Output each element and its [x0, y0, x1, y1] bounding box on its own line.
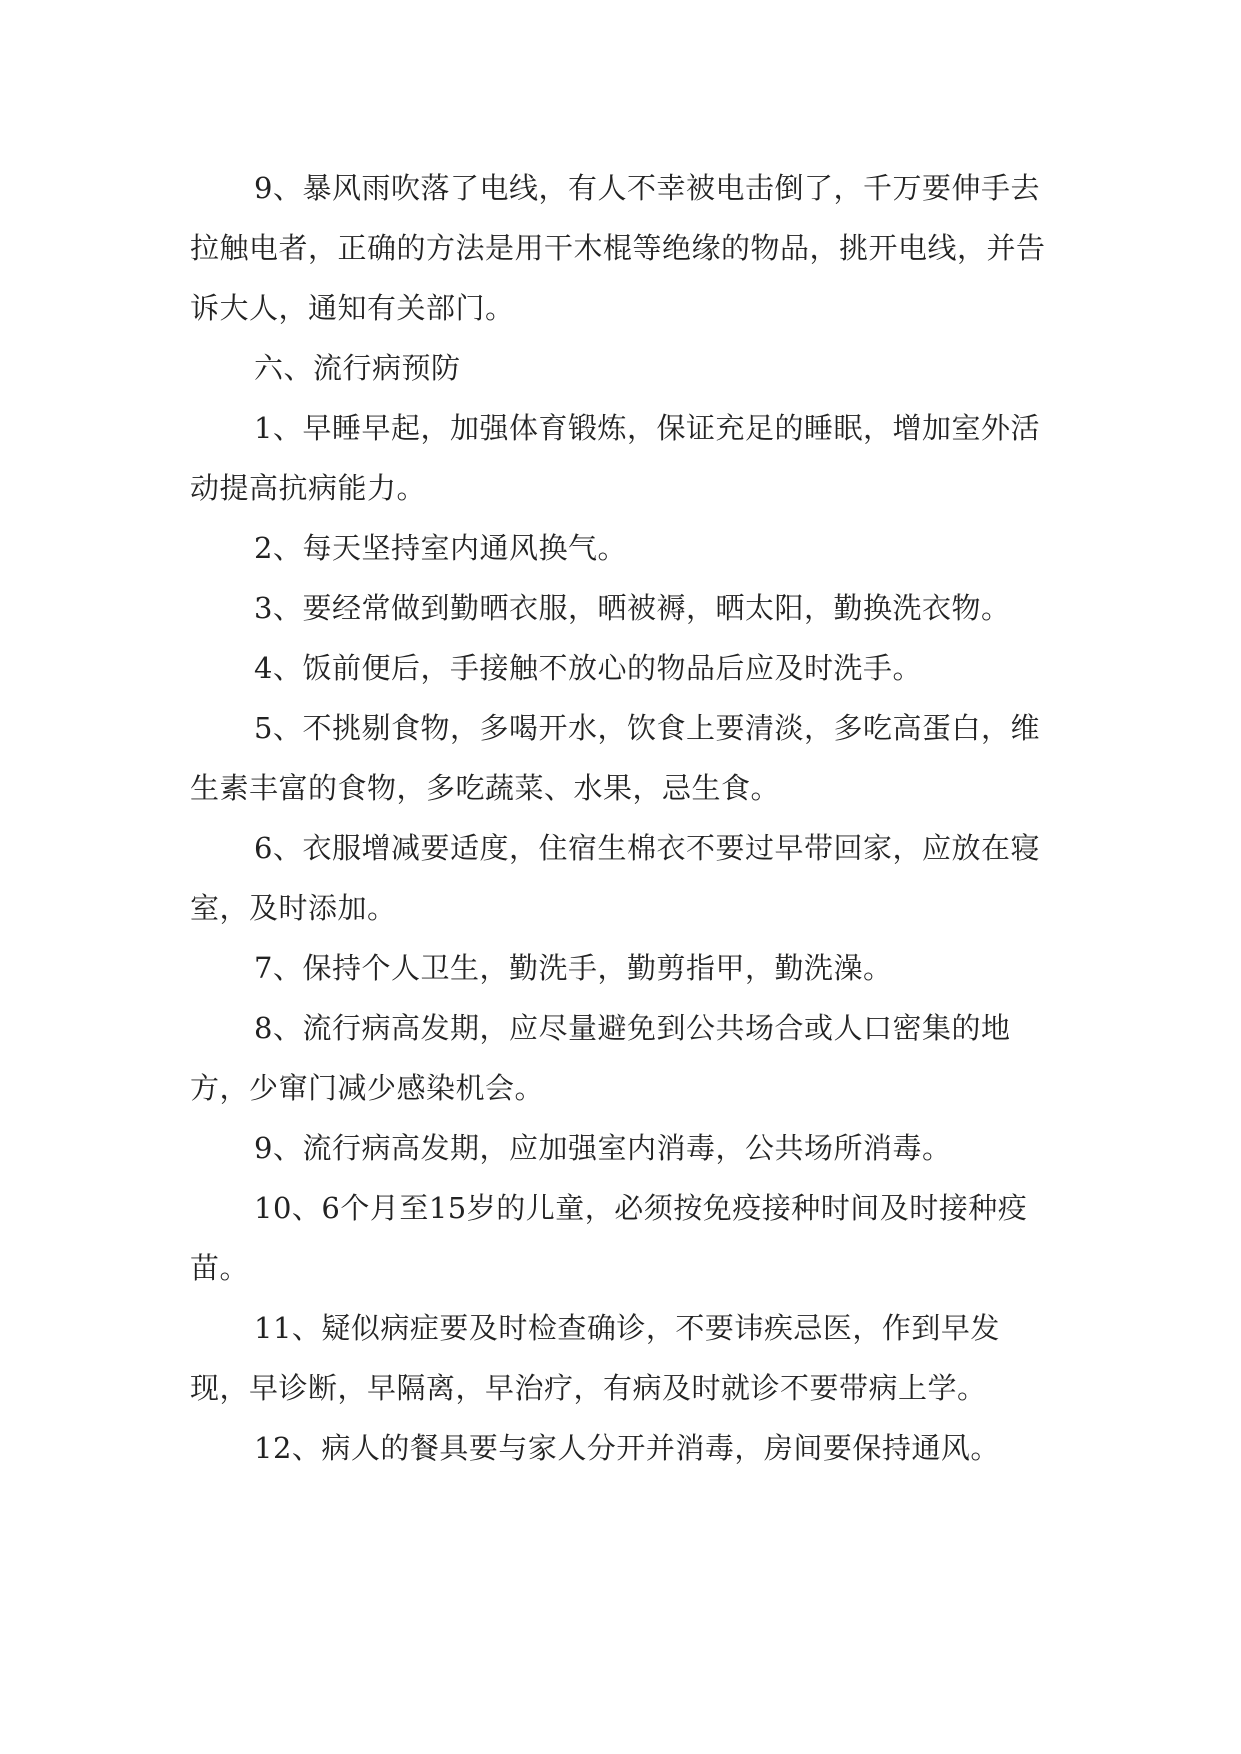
paragraph-item-12: 12、病人的餐具要与家人分开并消毒，房间要保持通风。	[254, 1431, 1000, 1465]
paragraph-item-8: 8、流行病高发期，应尽量避免到公共场合或人口密集的地方，少窜门减少感染机会。	[190, 1011, 1011, 1105]
paragraph-item-3: 3、要经常做到勤晒衣服，晒被褥，晒太阳，勤换洗衣物。	[254, 591, 1011, 625]
paragraph-item-6: 6、衣服增减要适度，住宿生棉衣不要过早带回家，应放在寝室，及时添加。	[190, 831, 1040, 925]
document-body	[190, 158, 1052, 1478]
paragraph-item-9: 9、流行病高发期，应加强室内消毒，公共场所消毒。	[254, 1131, 952, 1165]
paragraph-item-7: 7、保持个人卫生，勤洗手，勤剪指甲，勤洗澡。	[254, 951, 893, 985]
paragraph-item-10: 10、6个月至15岁的儿童，必须按免疫接种时间及时接种疫苗。	[190, 1191, 1028, 1285]
section-heading-epidemic-prevention: 六、流行病预防	[254, 351, 461, 385]
paragraph-item-4: 4、饭前便后，手接触不放心的物品后应及时洗手。	[254, 651, 922, 685]
paragraph-item-11: 11、疑似病症要及时检查确诊，不要讳疾忌医，作到早发现，早诊断，早隔离，早治疗，有病及时就诊不要带病上学。	[190, 1311, 1000, 1405]
paragraph-item-1: 1、早睡早起，加强体育锻炼，保证充足的睡眠，增加室外活动提高抗病能力。	[190, 411, 1040, 505]
paragraph-storm-wire-safety: 9、暴风雨吹落了电线，有人不幸被电击倒了，千万要伸手去拉触电者，正确的方法是用干木棍等绝缘的物品，挑开电线，并告诉大人，通知有关部门。	[190, 171, 1046, 325]
paragraph-item-5: 5、不挑剔食物，多喝开水，饮食上要清淡，多吃高蛋白，维生素丰富的食物，多吃蔬菜、水果，忌生食。	[190, 711, 1040, 805]
paragraph-item-2: 2、每天坚持室内通风换气。	[254, 531, 627, 565]
